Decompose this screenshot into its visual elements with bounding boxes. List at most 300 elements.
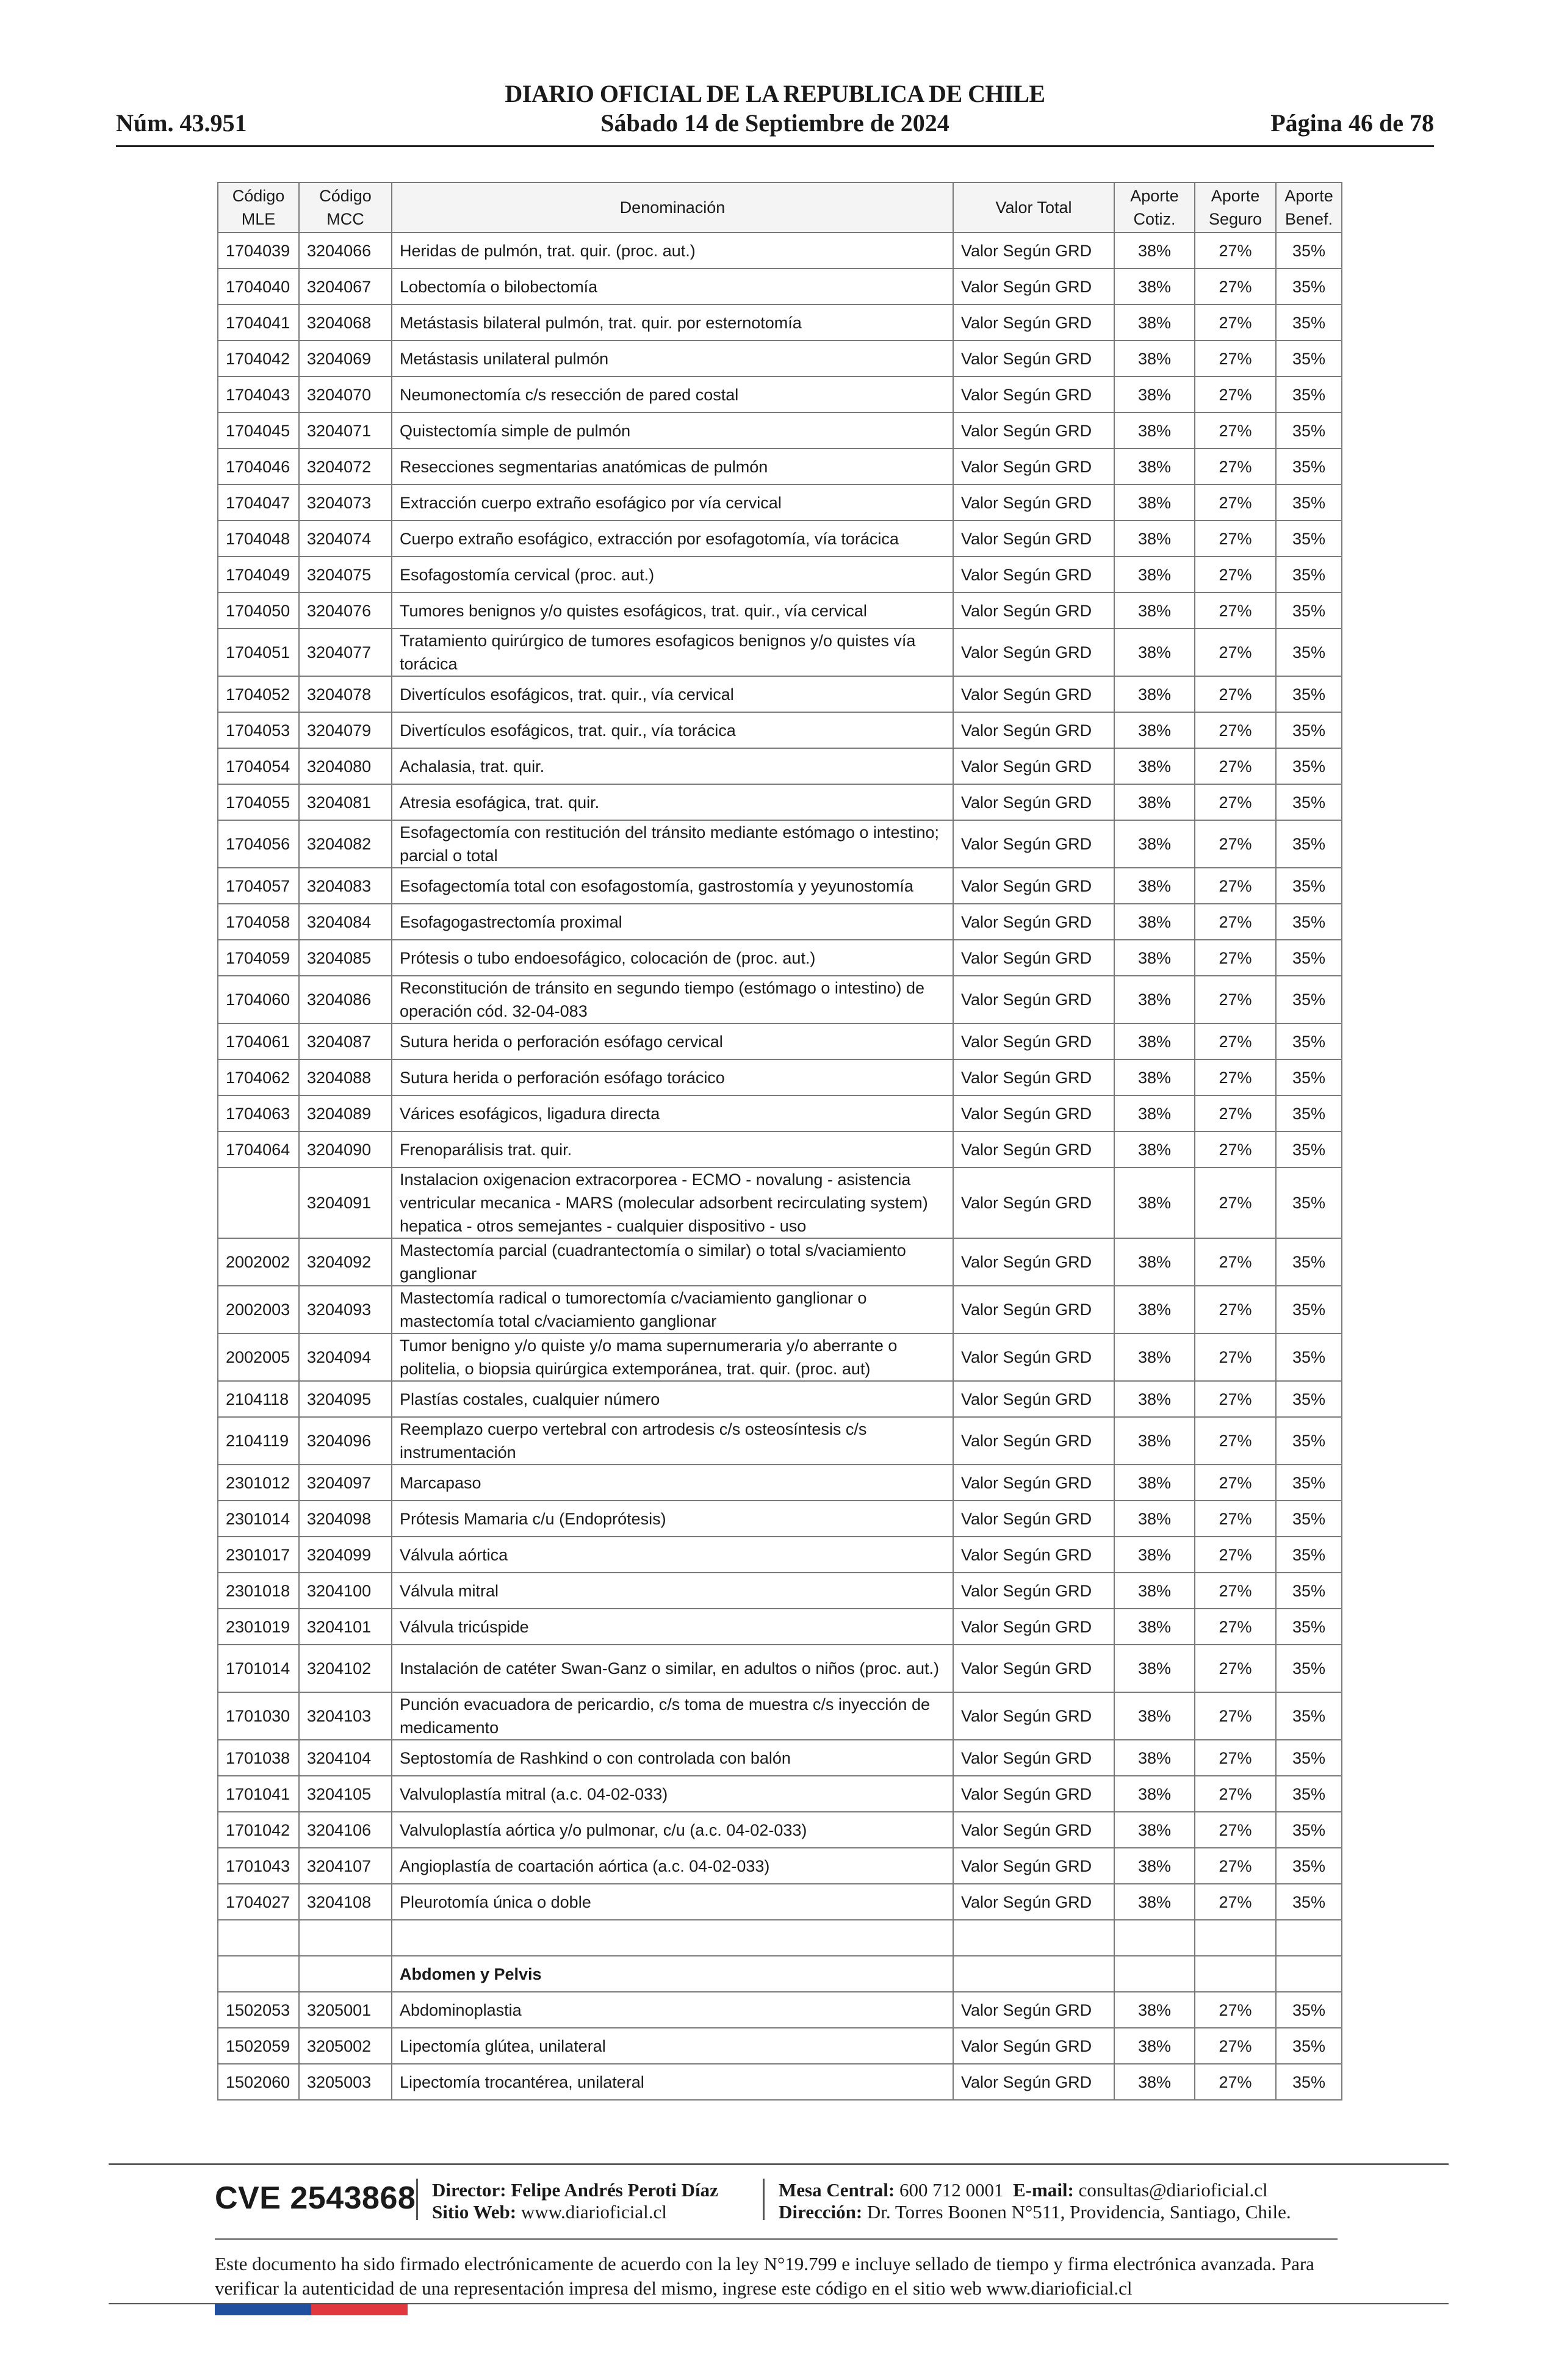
table-cell-cot: 38%	[1114, 1692, 1195, 1740]
table-cell-cot: 38%	[1114, 1023, 1195, 1059]
table-row	[218, 1920, 1342, 1956]
table-cell-cot: 38%	[1114, 1059, 1195, 1095]
table-cell-den: Tumores benignos y/o quistes esofágicos, trat. quir., vía cervical	[392, 593, 953, 629]
table-cell-ben: 35%	[1276, 233, 1342, 269]
table-cell-ben: 35%	[1276, 748, 1342, 784]
table-body	[218, 233, 1342, 2100]
table-cell-ben: 35%	[1276, 413, 1342, 449]
table-cell-mle: 1704050	[218, 593, 299, 629]
table-cell-cot: 38%	[1114, 1776, 1195, 1812]
col-header-aporte-benef: Aporte Benef.	[1276, 182, 1342, 233]
table-cell-mcc: 3204107	[299, 1848, 392, 1884]
table-cell-seg: 27%	[1195, 820, 1276, 868]
table-cell-val: Valor Según GRD	[953, 1167, 1114, 1238]
table-cell-val: Valor Según GRD	[953, 1812, 1114, 1848]
table-row	[218, 1059, 1342, 1095]
table-cell-den: Metástasis unilateral pulmón	[392, 341, 953, 377]
table-cell-cot: 38%	[1114, 748, 1195, 784]
table-row	[218, 341, 1342, 377]
table-cell-mle: 1701043	[218, 1848, 299, 1884]
table-row	[218, 676, 1342, 712]
table-cell-mle: 1704058	[218, 904, 299, 940]
table-cell-mle: 2301017	[218, 1537, 299, 1573]
address-line: Dirección: Dr. Torres Boonen N°511, Providencia, Santiago, Chile.	[779, 2201, 1291, 2223]
table-cell-mcc: 3205003	[299, 2064, 392, 2100]
table-cell-seg: 27%	[1195, 1848, 1276, 1884]
table-cell-mcc: 3204086	[299, 976, 392, 1023]
table-cell-cot: 38%	[1114, 593, 1195, 629]
table-cell-den: Reemplazo cuerpo vertebral con artrodesis c/s osteosíntesis c/s instrumentación	[392, 1417, 953, 1465]
table-cell-mcc: 3204101	[299, 1609, 392, 1645]
table-cell-seg: 27%	[1195, 1059, 1276, 1095]
table-cell-mcc: 3204090	[299, 1131, 392, 1167]
table-cell-cot: 38%	[1114, 1131, 1195, 1167]
table-cell-den: Tratamiento quirúrgico de tumores esofagicos benignos y/o quistes vía torácica	[392, 629, 953, 676]
table-cell-seg: 27%	[1195, 940, 1276, 976]
table-cell-cot: 38%	[1114, 2028, 1195, 2064]
table-cell-seg: 27%	[1195, 1333, 1276, 1381]
table-row	[218, 1537, 1342, 1573]
table-cell-seg: 27%	[1195, 521, 1276, 557]
table-cell-den: Prótesis Mamaria c/u (Endoprótesis)	[392, 1501, 953, 1537]
table-cell-cot: 38%	[1114, 1537, 1195, 1573]
table-cell-val: Valor Según GRD	[953, 784, 1114, 820]
table-cell-ben: 35%	[1276, 1848, 1342, 1884]
table-cell-ben: 35%	[1276, 2028, 1342, 2064]
table-cell-cot: 38%	[1114, 820, 1195, 868]
table-cell-cot: 38%	[1114, 1501, 1195, 1537]
legal-notice: Este documento ha sido firmado electrónicamente de acuerdo con la ley N°19.799 e incluye sellado de tiempo y firma electrónica avanzada. Para verificar la autenticidad de una representación impresa del mismo, ingrese este código en el sitio web www.diarioficial.cl	[215, 2253, 1314, 2299]
table-cell-den: Válvula aórtica	[392, 1537, 953, 1573]
table-cell-mle: 1701014	[218, 1645, 299, 1692]
col-header-valor-total: Valor Total	[953, 182, 1114, 233]
table-cell-mcc: 3204067	[299, 269, 392, 305]
table-cell-val: Valor Según GRD	[953, 1609, 1114, 1645]
table-cell-mle: 1701042	[218, 1812, 299, 1848]
table-cell-mle: 1704059	[218, 940, 299, 976]
footer-separator	[416, 2179, 418, 2220]
table-cell-mle: 1704062	[218, 1059, 299, 1095]
table-cell-cot: 38%	[1114, 1609, 1195, 1645]
table-cell-den: Prótesis o tubo endoesofágico, colocación de (proc. aut.)	[392, 940, 953, 976]
table-cell-ben	[1276, 1956, 1342, 1992]
table-cell-den: Septostomía de Rashkind o con controlada con balón	[392, 1740, 953, 1776]
table-row	[218, 1501, 1342, 1537]
table-cell-den: Atresia esofágica, trat. quir.	[392, 784, 953, 820]
table-cell-den: Lipectomía glútea, unilateral	[392, 2028, 953, 2064]
table-cell-mcc: 3204080	[299, 748, 392, 784]
table-cell-cot: 38%	[1114, 1417, 1195, 1465]
table-cell-ben: 35%	[1276, 1645, 1342, 1692]
table-cell-val: Valor Según GRD	[953, 1992, 1114, 2028]
table-cell-den: Plastías costales, cualquier número	[392, 1381, 953, 1417]
table-cell-cot: 38%	[1114, 449, 1195, 485]
table-cell-ben: 35%	[1276, 1776, 1342, 1812]
table-cell-den: Instalación de catéter Swan-Ganz o similar, en adultos o niños (proc. aut.)	[392, 1645, 953, 1692]
cve-code: CVE 2543868	[215, 2180, 416, 2216]
procedures-table	[217, 182, 1342, 2101]
table-cell-den: Lobectomía o bilobectomía	[392, 269, 953, 305]
table-cell-cot: 38%	[1114, 341, 1195, 377]
table-row	[218, 1095, 1342, 1131]
col-header-mcc: Código MCC	[299, 182, 392, 233]
table-cell-den: Esofagectomía total con esofagostomía, gastrostomía y yeyunostomía	[392, 868, 953, 904]
issue-date: Sábado 14 de Septiembre de 2024	[600, 109, 949, 137]
table-cell-den: Tumor benigno y/o quiste y/o mama supernumeraria y/o aberrante o politelia, o biopsia quirúrgica extemporánea, trat. quir. (proc. aut)	[392, 1333, 953, 1381]
table-cell-ben: 35%	[1276, 676, 1342, 712]
table-cell-seg: 27%	[1195, 1609, 1276, 1645]
table-cell-ben: 35%	[1276, 1992, 1342, 2028]
table-cell-cot: 38%	[1114, 1167, 1195, 1238]
table-cell-mcc: 3204069	[299, 341, 392, 377]
table-cell-ben: 35%	[1276, 1333, 1342, 1381]
table-row	[218, 1381, 1342, 1417]
table-cell-seg: 27%	[1195, 1776, 1276, 1812]
table-cell-mle: 1502059	[218, 2028, 299, 2064]
table-cell-mle: 1701030	[218, 1692, 299, 1740]
table-cell-mle: 2301014	[218, 1501, 299, 1537]
table-cell-val: Valor Según GRD	[953, 1776, 1114, 1812]
table-row	[218, 1238, 1342, 1286]
table-cell-ben: 35%	[1276, 2064, 1342, 2100]
table-cell-mcc: 3204084	[299, 904, 392, 940]
table-row	[218, 1740, 1342, 1776]
table-cell-ben: 35%	[1276, 557, 1342, 593]
table-row	[218, 1286, 1342, 1333]
table-cell-val: Valor Según GRD	[953, 593, 1114, 629]
table-cell-val: Valor Según GRD	[953, 341, 1114, 377]
table-cell-mcc: 3204096	[299, 1417, 392, 1465]
table-cell-val: Valor Según GRD	[953, 1286, 1114, 1333]
page-header	[116, 73, 1434, 147]
table-row	[218, 629, 1342, 676]
table-cell-mle: 1704064	[218, 1131, 299, 1167]
table-cell-seg: 27%	[1195, 1740, 1276, 1776]
table-cell-val: Valor Según GRD	[953, 629, 1114, 676]
table-cell-ben: 35%	[1276, 784, 1342, 820]
table-cell-mcc: 3204104	[299, 1740, 392, 1776]
table-cell-cot: 38%	[1114, 1465, 1195, 1501]
table-cell-den: Angioplastía de coartación aórtica (a.c. 04-02-033)	[392, 1848, 953, 1884]
table-cell-den: Divertículos esofágicos, trat. quir., vía cervical	[392, 676, 953, 712]
table-cell-mcc: 3204105	[299, 1776, 392, 1812]
table-cell-mcc: 3204088	[299, 1059, 392, 1095]
table-cell-mle: 1704056	[218, 820, 299, 868]
table-cell-mle: 1704051	[218, 629, 299, 676]
table-cell-mle: 1704041	[218, 305, 299, 341]
table-cell-cot: 38%	[1114, 1812, 1195, 1848]
table-row	[218, 485, 1342, 521]
table-row	[218, 2064, 1342, 2100]
table-cell-ben: 35%	[1276, 1692, 1342, 1740]
table-cell-den: Sutura herida o perforación esófago torácico	[392, 1059, 953, 1095]
table-cell-den: Várices esofágicos, ligadura directa	[392, 1095, 953, 1131]
table-cell-mle: 1704054	[218, 748, 299, 784]
table-cell-mle: 1704055	[218, 784, 299, 820]
table-cell-val: Valor Según GRD	[953, 449, 1114, 485]
table-cell-ben: 35%	[1276, 485, 1342, 521]
table-cell-val: Valor Según GRD	[953, 904, 1114, 940]
table-cell-cot: 38%	[1114, 712, 1195, 748]
table-cell-val: Valor Según GRD	[953, 1573, 1114, 1609]
table-cell-cot: 38%	[1114, 521, 1195, 557]
table-cell-seg: 27%	[1195, 1645, 1276, 1692]
contact-line: Mesa Central: 600 712 0001 E-mail: consultas@diarioficial.cl	[779, 2179, 1268, 2201]
table-cell-ben: 35%	[1276, 1501, 1342, 1537]
table-cell-mcc: 3204070	[299, 377, 392, 413]
table-cell-cot	[1114, 1956, 1195, 1992]
table-cell-mle: 1704027	[218, 1884, 299, 1920]
table-cell-val: Valor Según GRD	[953, 1645, 1114, 1692]
table-cell-ben: 35%	[1276, 1023, 1342, 1059]
table-cell-mcc: 3204085	[299, 940, 392, 976]
table-cell-val: Valor Según GRD	[953, 2028, 1114, 2064]
table-cell-cot: 38%	[1114, 413, 1195, 449]
table-cell-val: Valor Según GRD	[953, 377, 1114, 413]
table-cell-den: Sutura herida o perforación esófago cervical	[392, 1023, 953, 1059]
table-cell-mcc: 3205002	[299, 2028, 392, 2064]
table-cell-den: Metástasis bilateral pulmón, trat. quir. por esternotomía	[392, 305, 953, 341]
table-cell-cot: 38%	[1114, 1573, 1195, 1609]
table-cell-val: Valor Según GRD	[953, 940, 1114, 976]
col-header-aporte-seguro: Aporte Seguro	[1195, 182, 1276, 233]
table-cell-ben: 35%	[1276, 1417, 1342, 1465]
table-cell-seg: 27%	[1195, 1131, 1276, 1167]
table-cell-mcc: 3204097	[299, 1465, 392, 1501]
table-cell-mle	[218, 1956, 299, 1992]
table-cell-seg: 27%	[1195, 868, 1276, 904]
table-cell-ben: 35%	[1276, 940, 1342, 976]
table-cell-seg: 27%	[1195, 629, 1276, 676]
table-cell-val: Valor Según GRD	[953, 1059, 1114, 1095]
table-cell-ben: 35%	[1276, 1812, 1342, 1848]
table-cell-den: Quistectomía simple de pulmón	[392, 413, 953, 449]
table-row	[218, 1167, 1342, 1238]
table-cell-cot: 38%	[1114, 233, 1195, 269]
table-cell-mcc: 3204074	[299, 521, 392, 557]
table-cell-mcc: 3204082	[299, 820, 392, 868]
table-cell-den: Abdomen y Pelvis	[392, 1956, 953, 1992]
table-cell-cot: 38%	[1114, 629, 1195, 676]
table-cell-mcc: 3204083	[299, 868, 392, 904]
table-cell-den: Válvula mitral	[392, 1573, 953, 1609]
table-cell-cot: 38%	[1114, 1381, 1195, 1417]
table-cell-cot: 38%	[1114, 676, 1195, 712]
table-row	[218, 1573, 1342, 1609]
table-cell-val: Valor Según GRD	[953, 1095, 1114, 1131]
footer-mid-rule	[215, 2238, 1338, 2240]
table-cell-mcc: 3204092	[299, 1238, 392, 1286]
table-cell-seg: 27%	[1195, 1573, 1276, 1609]
table-cell-mcc: 3204103	[299, 1692, 392, 1740]
table-cell-den	[392, 1920, 953, 1956]
table-cell-ben: 35%	[1276, 1884, 1342, 1920]
table-cell-val: Valor Según GRD	[953, 1692, 1114, 1740]
flag-stripe-blue	[215, 2304, 311, 2315]
table-header-row	[218, 182, 1342, 233]
table-row	[218, 712, 1342, 748]
table-cell-ben: 35%	[1276, 593, 1342, 629]
table-cell-cot: 38%	[1114, 784, 1195, 820]
table-cell-seg: 27%	[1195, 485, 1276, 521]
table-cell-mcc: 3204106	[299, 1812, 392, 1848]
table-cell-mle: 2002003	[218, 1286, 299, 1333]
table-row	[218, 1417, 1342, 1465]
table-cell-val	[953, 1956, 1114, 1992]
table-cell-ben: 35%	[1276, 449, 1342, 485]
table-cell-ben: 35%	[1276, 1131, 1342, 1167]
table-cell-val: Valor Según GRD	[953, 1333, 1114, 1381]
table-cell-cot: 38%	[1114, 1095, 1195, 1131]
table-cell-val: Valor Según GRD	[953, 1238, 1114, 1286]
table-cell-den: Resecciones segmentarias anatómicas de pulmón	[392, 449, 953, 485]
table-cell-seg: 27%	[1195, 676, 1276, 712]
table-cell-cot: 38%	[1114, 1645, 1195, 1692]
table-row	[218, 1645, 1342, 1692]
table-cell-cot: 38%	[1114, 557, 1195, 593]
table-cell-den: Heridas de pulmón, trat. quir. (proc. aut.)	[392, 233, 953, 269]
table-cell-den: Divertículos esofágicos, trat. quir., vía torácica	[392, 712, 953, 748]
table-cell-den: Marcapaso	[392, 1465, 953, 1501]
table-cell-cot: 38%	[1114, 1286, 1195, 1333]
table-cell-mle: 2104119	[218, 1417, 299, 1465]
table-cell-seg: 27%	[1195, 557, 1276, 593]
table-cell-cot: 38%	[1114, 1333, 1195, 1381]
table-cell-mle: 1704053	[218, 712, 299, 748]
col-header-denominacion: Denominación	[392, 182, 953, 233]
table-cell-ben: 35%	[1276, 820, 1342, 868]
table-cell-mle: 1704049	[218, 557, 299, 593]
table-cell-ben: 35%	[1276, 712, 1342, 748]
table-cell-ben: 35%	[1276, 1238, 1342, 1286]
table-row	[218, 1609, 1342, 1645]
table-cell-ben: 35%	[1276, 1286, 1342, 1333]
table-cell-val: Valor Según GRD	[953, 1023, 1114, 1059]
table-cell-mcc: 3204081	[299, 784, 392, 820]
table-cell-mle: 2301018	[218, 1573, 299, 1609]
table-cell-cot: 38%	[1114, 1884, 1195, 1920]
table-cell-mcc: 3204076	[299, 593, 392, 629]
col-header-mle: Código MLE	[218, 182, 299, 233]
table-cell-den: Punción evacuadora de pericardio, c/s toma de muestra c/s inyección de medicamento	[392, 1692, 953, 1740]
table-cell-seg: 27%	[1195, 1286, 1276, 1333]
table-cell-seg: 27%	[1195, 233, 1276, 269]
table-cell-ben: 35%	[1276, 521, 1342, 557]
table-cell-ben: 35%	[1276, 868, 1342, 904]
table-cell-ben	[1276, 1920, 1342, 1956]
table-row	[218, 521, 1342, 557]
table-cell-seg: 27%	[1195, 1167, 1276, 1238]
table-cell-mle: 1704063	[218, 1095, 299, 1131]
table-cell-seg: 27%	[1195, 2064, 1276, 2100]
table-cell-den: Pleurotomía única o doble	[392, 1884, 953, 1920]
table-cell-seg: 27%	[1195, 377, 1276, 413]
table-cell-mcc: 3204094	[299, 1333, 392, 1381]
table-cell-val: Valor Según GRD	[953, 1848, 1114, 1884]
table-cell-mle: 2301012	[218, 1465, 299, 1501]
table-row	[218, 784, 1342, 820]
table-cell-seg: 27%	[1195, 449, 1276, 485]
table-cell-mcc: 3204073	[299, 485, 392, 521]
table-cell-mcc: 3204108	[299, 1884, 392, 1920]
table-cell-cot: 38%	[1114, 940, 1195, 976]
table-cell-mle: 1704057	[218, 868, 299, 904]
table-cell-mle: 1704060	[218, 976, 299, 1023]
table-row	[218, 1692, 1342, 1740]
table-cell-val: Valor Según GRD	[953, 2064, 1114, 2100]
table-cell-ben: 35%	[1276, 377, 1342, 413]
footer-separator	[763, 2179, 765, 2220]
table-cell-den: Valvuloplastía mitral (a.c. 04-02-033)	[392, 1776, 953, 1812]
table-cell-mcc: 3204071	[299, 413, 392, 449]
table-row	[218, 868, 1342, 904]
table-cell-seg: 27%	[1195, 1501, 1276, 1537]
flag-stripe-red	[311, 2304, 408, 2315]
table-cell-ben: 35%	[1276, 1537, 1342, 1573]
table-cell-seg: 27%	[1195, 2028, 1276, 2064]
table-cell-mle: 1704046	[218, 449, 299, 485]
table-cell-mcc: 3204066	[299, 233, 392, 269]
table-row	[218, 940, 1342, 976]
table-cell-cot: 38%	[1114, 1238, 1195, 1286]
table-cell-mcc: 3204098	[299, 1501, 392, 1537]
table-cell-seg: 27%	[1195, 904, 1276, 940]
table-cell-val: Valor Según GRD	[953, 820, 1114, 868]
table-row	[218, 1956, 1342, 1992]
table-row	[218, 748, 1342, 784]
table-row	[218, 377, 1342, 413]
table-cell-ben: 35%	[1276, 976, 1342, 1023]
table-cell-seg: 27%	[1195, 305, 1276, 341]
table-cell-mle: 1704040	[218, 269, 299, 305]
table-cell-seg	[1195, 1920, 1276, 1956]
table-cell-cot: 38%	[1114, 976, 1195, 1023]
table-cell-val: Valor Según GRD	[953, 521, 1114, 557]
table-cell-mcc: 3204102	[299, 1645, 392, 1692]
table-cell-den: Neumonectomía c/s resección de pared costal	[392, 377, 953, 413]
table-cell-seg: 27%	[1195, 1992, 1276, 2028]
table-cell-den: Esofagectomía con restitución del tránsito mediante estómago o intestino; parcial o total	[392, 820, 953, 868]
table-cell-mle: 2104118	[218, 1381, 299, 1417]
table-cell-val: Valor Según GRD	[953, 557, 1114, 593]
table-cell-mle: 1704045	[218, 413, 299, 449]
table-cell-val: Valor Según GRD	[953, 1465, 1114, 1501]
table-cell-den: Cuerpo extraño esofágico, extracción por esofagotomía, vía torácica	[392, 521, 953, 557]
table-cell-mcc: 3204089	[299, 1095, 392, 1131]
table-cell-den: Válvula tricúspide	[392, 1609, 953, 1645]
table-cell-cot	[1114, 1920, 1195, 1956]
table-cell-mcc	[299, 1956, 392, 1992]
table-cell-mle: 1704052	[218, 676, 299, 712]
table-cell-val: Valor Según GRD	[953, 676, 1114, 712]
table-row	[218, 1465, 1342, 1501]
page-indicator: Página 46 de 78	[1270, 109, 1434, 137]
table-row	[218, 233, 1342, 269]
table-cell-mcc: 3204078	[299, 676, 392, 712]
table-cell-den: Mastectomía radical o tumorectomía c/vaciamiento ganglionar o mastectomía total c/vaciamiento ganglionar	[392, 1286, 953, 1333]
table-cell-mcc: 3204091	[299, 1167, 392, 1238]
table-cell-cot: 38%	[1114, 485, 1195, 521]
table-cell-mcc: 3204072	[299, 449, 392, 485]
table-cell-mcc: 3204087	[299, 1023, 392, 1059]
table-row	[218, 1023, 1342, 1059]
table-cell-den: Mastectomía parcial (cuadrantectomía o similar) o total s/vaciamiento ganglionar	[392, 1238, 953, 1286]
table-cell-mle: 1704047	[218, 485, 299, 521]
table-cell-val: Valor Según GRD	[953, 748, 1114, 784]
table-cell-mle: 1701038	[218, 1740, 299, 1776]
table-cell-seg: 27%	[1195, 1095, 1276, 1131]
table-cell-ben: 35%	[1276, 1167, 1342, 1238]
